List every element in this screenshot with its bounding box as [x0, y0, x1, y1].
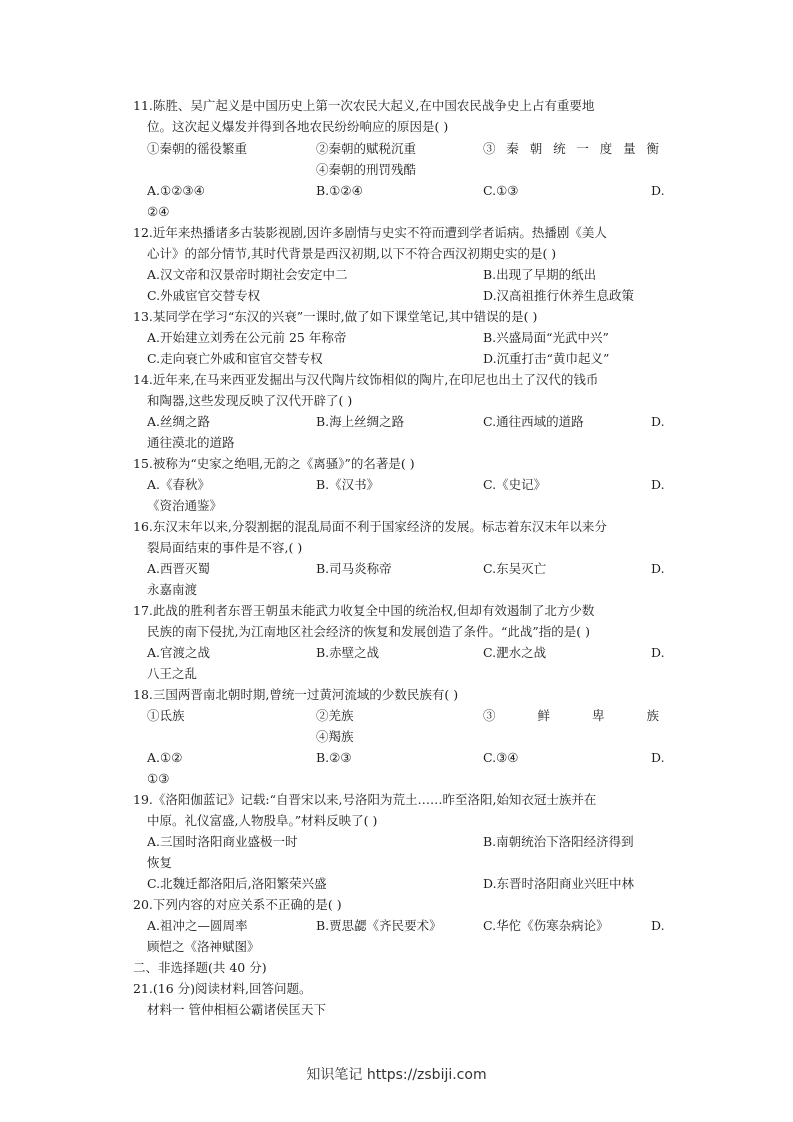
q17-option-d: D.	[651, 645, 665, 660]
q18-option-c: C.③④	[483, 750, 519, 765]
q19-stem-line2: 中原。礼仪富盛,人物殷阜。”材料反映了( )	[147, 813, 378, 828]
q11-item-3: ③ 秦 朝 统 一 度 量 衡	[483, 141, 659, 156]
q21-stem: 21.(16 分)阅读材料,回答问题。	[133, 981, 312, 996]
q18-option-b: B.②③	[316, 750, 352, 765]
q15-option-a: A.《春秋》	[147, 477, 211, 492]
q18-item-4: ④羯族	[316, 729, 354, 744]
q12-option-d: D.汉高祖推行休养生息政策	[483, 288, 635, 303]
q16-option-d-text: 永嘉南渡	[147, 582, 198, 597]
q20-option-d-text: 顾恺之《洛神赋图》	[147, 939, 260, 954]
q12-stem-line2: 心计》的部分情节,其时代背景是西汉初期,以下不符合西汉初期史实的是( )	[147, 246, 557, 261]
q11-item-2: ②秦朝的赋税沉重	[316, 141, 417, 156]
q19-option-b-cont: 恢复	[147, 855, 173, 870]
q17-option-d-text: 八王之乱	[147, 666, 198, 681]
q21-material-1: 材料一 管仲相桓公霸诸侯匡天下	[147, 1002, 326, 1017]
q13-stem-line1: 13.某同学在学习“东汉的兴衰”一课时,做了如下课堂笔记,其中错误的是( )	[133, 309, 538, 324]
section-2-title: 二、非选择题(共 40 分)	[133, 960, 267, 975]
q14-option-d-text: 通往漠北的道路	[147, 435, 235, 450]
q12-option-c: C.外戚宦官交替专权	[147, 288, 261, 303]
q13-option-a: A.开始建立刘秀在公元前 25 年称帝	[147, 330, 347, 345]
q11-option-d-text: ②④	[147, 204, 170, 219]
q17-option-a: A.官渡之战	[147, 645, 211, 660]
q13-option-b: B.兴盛局面“光武中兴”	[483, 330, 609, 345]
q11-item-1: ①秦朝的徭役繁重	[147, 141, 248, 156]
q14-stem-line2: 和陶器,这些发现反映了汉代开辟了( )	[147, 393, 353, 408]
q13-option-c: C.走向衰亡外戚和宦官交替专权	[147, 351, 323, 366]
q15-stem-line1: 15.被称为“史家之绝唱,无韵之《离骚》”的名著是( )	[133, 456, 415, 471]
q20-option-b: B.贾思勰《齐民要术》	[316, 918, 442, 933]
q11-stem-line1: 11.陈胜、吴广起义是中国历史上第一次农民大起义,在中国农民战争史上占有重要地	[133, 98, 595, 113]
q19-option-d: D.东晋时洛阳商业兴旺中林	[483, 876, 635, 891]
q17-option-b: B.赤壁之战	[316, 645, 380, 660]
q19-option-c: C.北魏迁都洛阳后,洛阳繁荣兴盛	[147, 876, 327, 891]
q14-option-c: C.通往西域的道路	[483, 414, 584, 429]
q18-stem-line1: 18.三国两晋南北朝时期,曾统一过黄河流域的少数民族有( )	[133, 687, 459, 702]
q12-stem-line1: 12.近年来热播诸多古装影视剧,因许多剧情与史实不符而遭到学者诟病。热播剧《美人	[133, 225, 607, 240]
q14-option-a: A.丝绸之路	[147, 414, 211, 429]
q16-stem-line2: 裂局面结束的事件是不容,( )	[147, 540, 303, 555]
footer-watermark: 知识笔记 https://zsbiji.com	[306, 1067, 487, 1083]
q20-stem-line1: 20.下列内容的对应关系不正确的是( )	[133, 897, 342, 912]
q20-option-d: D.	[651, 918, 665, 933]
q11-stem-line2: 位。这次起义爆发并得到各地农民纷纷响应的原因是( )	[147, 119, 449, 134]
q14-option-d: D.	[651, 414, 665, 429]
q17-stem-line2: 民族的南下侵扰,为江南地区社会经济的恢复和发展创造了条件。“此战”指的是( )	[147, 624, 590, 639]
q16-option-a: A.西晋灭蜀	[147, 561, 211, 576]
q16-option-c: C.东吴灭亡	[483, 561, 547, 576]
q17-stem-line1: 17.此战的胜利者东晋王朝虽未能武力收复全中国的统治权,但却有效遏制了北方少数	[133, 603, 595, 618]
q15-option-d: D.	[651, 477, 665, 492]
q19-stem-line1: 19.《洛阳伽蓝记》记载:“自晋宋以来,号洛阳为荒土……昨至洛阳,始知衣冠士族并在	[133, 792, 597, 807]
q18-option-a: A.①②	[147, 750, 183, 765]
q15-option-d-text: 《资治通鉴》	[147, 498, 223, 513]
q20-option-c: C.华佗《伤寒杂病论》	[483, 918, 609, 933]
q12-option-b: B.出现了早期的纸出	[483, 267, 597, 282]
q16-option-d: D.	[651, 561, 665, 576]
q11-option-a: A.①②③④	[147, 183, 205, 198]
q12-option-a: A.汉文帝和汉景帝时期社会安定中二	[147, 267, 348, 282]
q15-option-b: B.《汉书》	[316, 477, 380, 492]
q16-stem-line1: 16.东汉末年以来,分裂割据的混乱局面不利于国家经济的发展。标志着东汉末年以来分	[133, 519, 607, 534]
q17-option-c: C.淝水之战	[483, 645, 547, 660]
q19-option-b: B.南朝统治下洛阳经济得到	[483, 834, 634, 849]
q20-option-a: A.祖冲之—圆周率	[147, 918, 248, 933]
q14-option-b: B.海上丝绸之路	[316, 414, 405, 429]
q18-option-d-text: ①③	[147, 771, 170, 786]
q11-item-4: ④秦朝的刑罚残酷	[316, 162, 417, 177]
q18-item-3: ③ 鲜 卑 族	[483, 708, 659, 723]
q18-option-d: D.	[651, 750, 665, 765]
q15-option-c: C.《史记》	[483, 477, 547, 492]
q11-option-c: C.①③	[483, 183, 519, 198]
q19-option-a: A.三国时洛阳商业盛极一时	[147, 834, 298, 849]
q14-stem-line1: 14.近年来,在马来西亚发掘出与汉代陶片纹饰相似的陶片,在印尼也出土了汉代的钱币	[133, 372, 599, 387]
q18-item-1: ①氐族	[147, 708, 185, 723]
q13-option-d: D.沉重打击“黄巾起义”	[483, 351, 610, 366]
q18-item-2: ②羌族	[316, 708, 354, 723]
q11-option-d: D.	[651, 183, 665, 198]
q11-option-b: B.①②④	[316, 183, 363, 198]
q16-option-b: B.司马炎称帝	[316, 561, 392, 576]
